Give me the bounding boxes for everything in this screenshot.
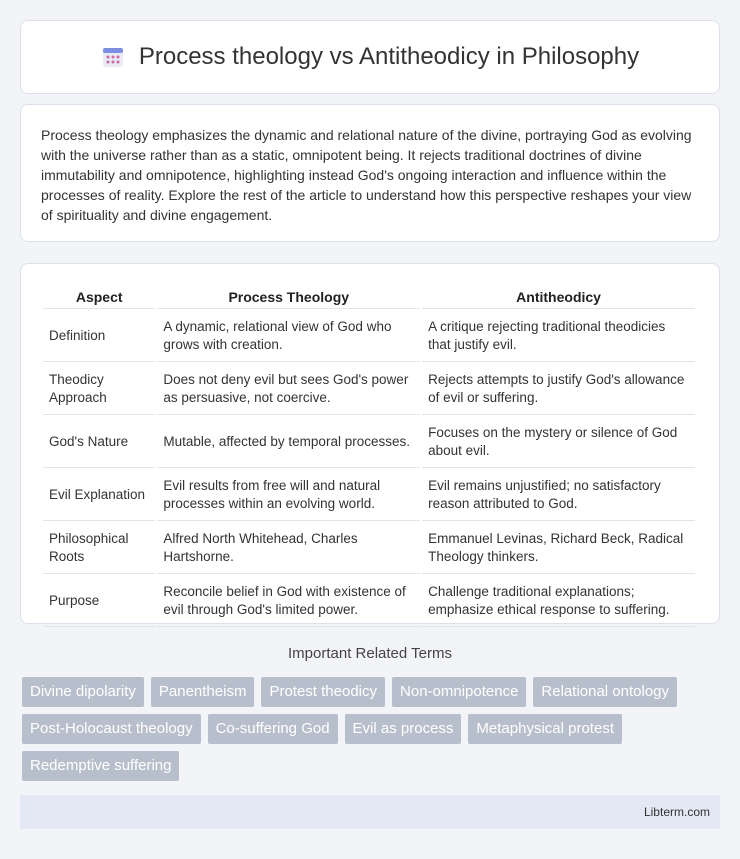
table-row: [43, 470, 695, 521]
process-theology-cell: Reconcile belief in God with existence of evil through God's limited power.: [157, 576, 420, 627]
intro-paragraph: Process theology emphasizes the dynamic and relational nature of the divine, portraying God as evolving with the universe rather than as a static, omnipotent being. It rejects traditional doctrines of divine immutability and omnipotence, highlighting instead God's ongoing interaction and influence within the processes of reality. Explore the rest of the article to understand how this perspective reshapes your view of spirituality and divine engagement.: [41, 127, 692, 223]
title-card: [20, 20, 720, 94]
antitheodicy-cell: Rejects attempts to justify God's allowance of evil or suffering.: [422, 364, 695, 415]
aspect-cell: Purpose: [43, 576, 155, 627]
aspect-cell: Evil Explanation: [43, 470, 155, 521]
process-theology-cell: Alfred North Whitehead, Charles Hartshorne.: [157, 523, 420, 574]
related-term-tag[interactable]: Evil as process: [345, 714, 462, 744]
header-antitheodicy: Antitheodicy: [422, 286, 695, 309]
process-theology-cell: Evil results from free will and natural processes within an evolving world.: [157, 470, 420, 521]
related-term-tag[interactable]: Redemptive suffering: [22, 751, 179, 781]
antitheodicy-cell: Evil remains unjustified; no satisfactory reason attributed to God.: [422, 470, 695, 521]
related-term-tag[interactable]: Post-Holocaust theology: [22, 714, 201, 744]
aspect-cell: Philosophical Roots: [43, 523, 155, 574]
footer: [20, 795, 720, 829]
related-term-tag[interactable]: Co-suffering God: [208, 714, 338, 744]
table-row: [43, 576, 695, 627]
antitheodicy-cell: Challenge traditional explanations; emphasize ethical response to suffering.: [422, 576, 695, 627]
aspect-cell: Definition: [43, 311, 155, 362]
table-row: [43, 523, 695, 574]
related-term-tag[interactable]: Divine dipolarity: [22, 677, 144, 707]
process-theology-cell: Does not deny evil but sees God's power as persuasive, not coercive.: [157, 364, 420, 415]
antitheodicy-cell: Emmanuel Levinas, Richard Beck, Radical Theology thinkers.: [422, 523, 695, 574]
aspect-cell: Theodicy Approach: [43, 364, 155, 415]
header-process-theology: Process Theology: [157, 286, 420, 309]
related-terms-heading: Important Related Terms: [288, 645, 452, 662]
table-header-row: [43, 286, 695, 309]
related-term-tag[interactable]: Panentheism: [151, 677, 255, 707]
related-terms-list: [22, 677, 722, 781]
comparison-table: [41, 284, 697, 629]
aspect-cell: God's Nature: [43, 417, 155, 468]
table-row: [43, 364, 695, 415]
comparison-table-card: [20, 263, 720, 624]
table-row: [43, 311, 695, 362]
process-theology-cell: A dynamic, relational view of God who grows with creation.: [157, 311, 420, 362]
calendar-grid-icon: [101, 45, 125, 69]
related-term-tag[interactable]: Protest theodicy: [261, 677, 385, 707]
antitheodicy-cell: Focuses on the mystery or silence of God about evil.: [422, 417, 695, 468]
table-row: [43, 417, 695, 468]
page-title: Process theology vs Antitheodicy in Philosophy: [138, 43, 640, 70]
antitheodicy-cell: A critique rejecting traditional theodicies that justify evil.: [422, 311, 695, 362]
header-aspect: Aspect: [43, 286, 155, 309]
related-term-tag[interactable]: Non-omnipotence: [392, 677, 526, 707]
intro-card: [20, 104, 720, 242]
related-term-tag[interactable]: Metaphysical protest: [468, 714, 622, 744]
process-theology-cell: Mutable, affected by temporal processes.: [157, 417, 420, 468]
related-term-tag[interactable]: Relational ontology: [533, 677, 677, 707]
footer-site-link[interactable]: Libterm.com: [643, 805, 710, 819]
